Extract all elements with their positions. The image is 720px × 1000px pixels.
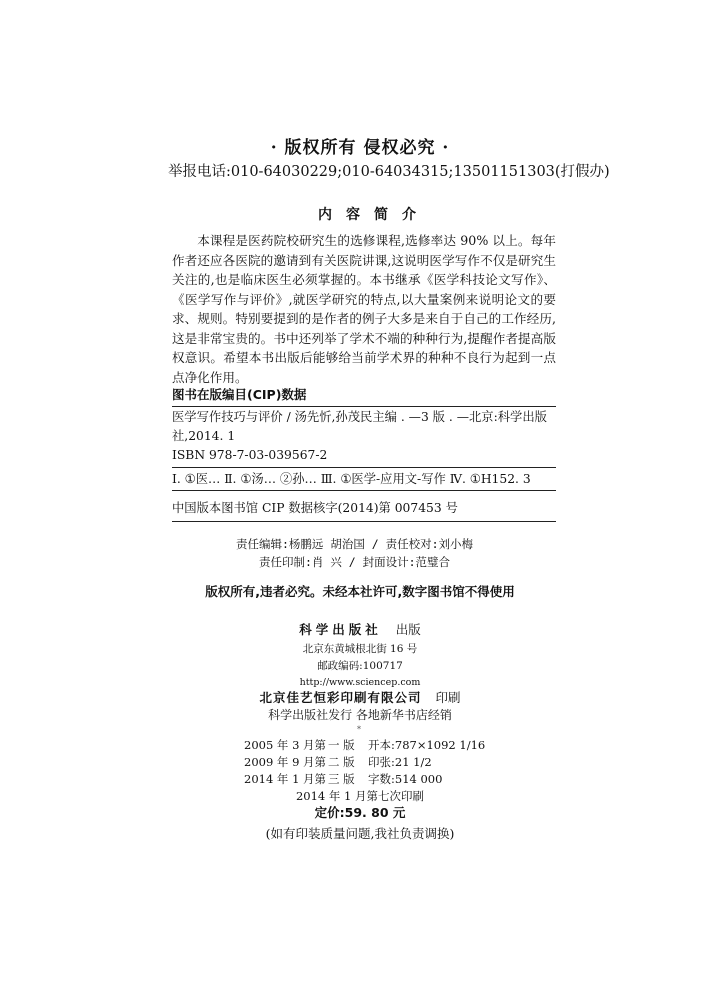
edition-spec: 开本:787×1092 1/16 <box>368 738 486 752</box>
printer-name: 北京佳艺恒彩印刷有限公司 <box>259 690 422 705</box>
summary-body <box>172 231 556 387</box>
edition-spec: 印张:21 1/2 <box>368 755 432 769</box>
edition-date: 2005 年 3 月第 <box>244 738 327 752</box>
edition-date: 2009 年 9 月第 <box>244 755 327 769</box>
edition-spec: 字数:514 000 <box>368 772 443 786</box>
edition-row <box>244 754 432 770</box>
edition-row <box>244 771 442 787</box>
cip-bottom-rule <box>172 521 556 522</box>
distribution-line: 科学出版社发行 各地新华书店经销 <box>268 708 452 722</box>
report-phone: 举报电话:010-64030229;010-64034315;13501151303(打假办) <box>168 164 610 180</box>
publisher-role: 出版 <box>395 622 421 637</box>
cip-verification: 中国版本图书馆 CIP 数据核字(2014)第 007453 号 <box>172 501 458 515</box>
rights-notice: 版权所有,违者必究。未经本社许可,数字图书馆不得使用 <box>205 584 515 599</box>
edition-number: 一 版 <box>328 738 355 752</box>
printer-role: 印刷 <box>435 690 461 705</box>
summary-title: 内容简介 <box>318 207 430 223</box>
publisher-line <box>0 620 720 638</box>
defect-note: (如有印装质量问题,我社负责调换) <box>265 826 455 841</box>
print-run: 2014 年 1 月第七次印刷 <box>295 789 425 803</box>
printer-line <box>0 688 720 706</box>
cip-data-box <box>172 406 556 491</box>
publisher-name: 科学出版社 <box>299 622 382 637</box>
publisher-website: http://www.sciencep.com <box>299 677 421 688</box>
cip-classification: Ⅰ. ①医… Ⅱ. ①汤… ②孙… Ⅲ. ①医学-应用文-写作 Ⅳ. ①H152. 3 <box>172 467 556 490</box>
publisher-postcode: 邮政编码:100717 <box>317 660 403 672</box>
separator-mark: * <box>357 725 361 734</box>
copyright-title: · 版权所有 侵权必究 · <box>270 138 450 158</box>
edition-number: 三 版 <box>328 772 355 786</box>
credits-production: 责任印制:肖 兴 / 封面设计:范璧合 <box>259 555 451 569</box>
cip-entry: 医学写作技巧与评价 / 汤先忻,孙茂民主编 . —3 版 . —北京:科学出版社,2014. 1 <box>172 410 547 443</box>
publisher-address: 北京东黄城根北街 16 号 <box>302 643 418 655</box>
edition-row <box>244 737 485 753</box>
cip-heading: 图书在版编目(CIP)数据 <box>172 387 307 402</box>
summary-paragraph: 本课程是医药院校研究生的选修课程,选修率达 90% 以上。每年作者还应各医院的邀请到有关医院讲课,这说明医学写作不仅是研究生关注的,也是临床医生必须掌握的。本书继承《医学科技论文写作》、《医学写作与评价》,就医学研究的特点,以大量案例来说明论文的要求、规则。特别要提到的是作者的例子大多是来自于自己的工作经历,这是非常宝贵的。书中还列举了学术不端的种种行为,提醒作者提高版权意识。希望本书出版后能够给当前学术界的种种不良行为起到一点点净化作用。 <box>172 233 556 385</box>
edition-number: 二 版 <box>328 755 355 769</box>
price: 定价:59. 80 元 <box>314 805 406 820</box>
credits-editors: 责任编辑:杨鹏远 胡治国 / 责任校对:刘小梅 <box>236 537 474 551</box>
edition-date: 2014 年 1 月第 <box>244 772 327 786</box>
cip-isbn: ISBN 978-7-03-039567-2 <box>172 448 328 462</box>
